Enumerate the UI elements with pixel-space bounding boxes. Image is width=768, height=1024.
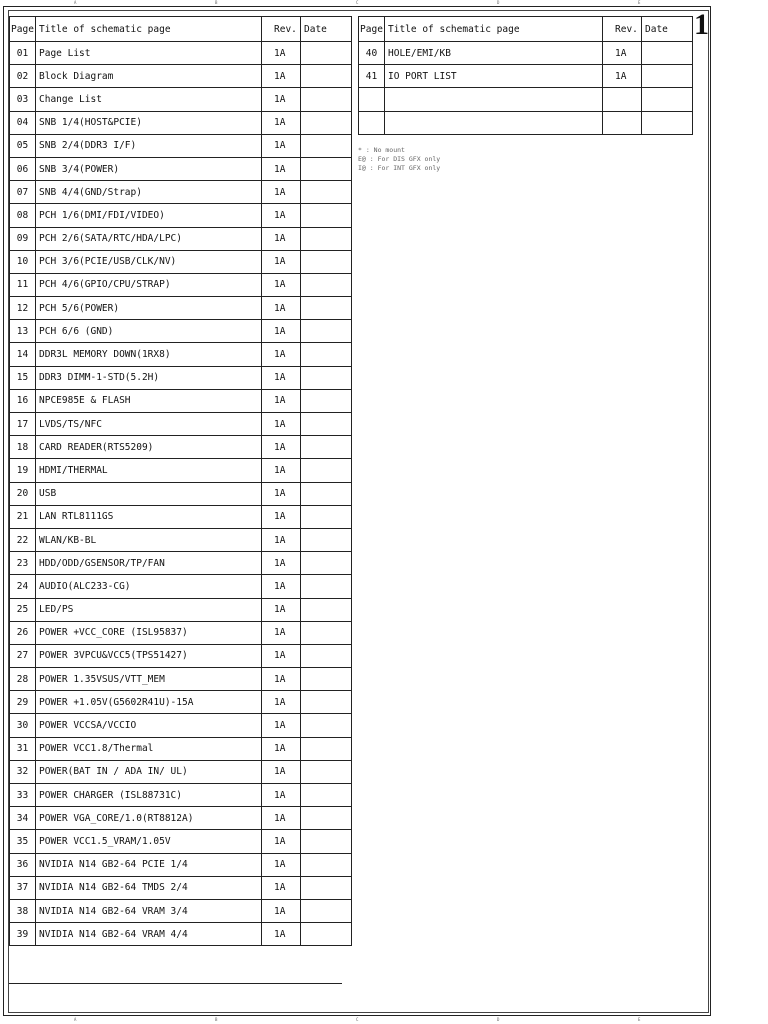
row-title: PCH 1/6(DMI/FDI/VIDEO)	[36, 204, 262, 227]
table-row	[10, 366, 352, 389]
row-page-number: 34	[10, 807, 36, 830]
row-title: POWER VCC1.8/Thermal	[36, 737, 262, 760]
table-row	[10, 250, 352, 273]
table-row	[10, 830, 352, 853]
row-page-number: 19	[10, 459, 36, 482]
row-page-number: 12	[10, 297, 36, 320]
row-revision: 1A	[262, 853, 301, 876]
row-title: DDR3L MEMORY DOWN(1RX8)	[36, 343, 262, 366]
table-row	[10, 389, 352, 412]
zone-letter-bottom: E	[638, 1017, 641, 1022]
table-row	[10, 482, 352, 505]
row-page-number: 28	[10, 668, 36, 691]
table-row	[10, 528, 352, 551]
row-revision: 1A	[262, 250, 301, 273]
row-date	[301, 923, 352, 946]
row-date	[301, 459, 352, 482]
row-page-number: 03	[10, 88, 36, 111]
row-date	[301, 42, 352, 65]
zone-letter-bottom: B	[215, 1017, 218, 1022]
row-date	[301, 65, 352, 88]
row-revision: 1A	[262, 691, 301, 714]
legend-notes	[358, 146, 440, 173]
row-date	[301, 691, 352, 714]
row-page-number: 02	[10, 65, 36, 88]
row-revision: 1A	[262, 366, 301, 389]
row-page-number: 35	[10, 830, 36, 853]
row-revision: 1A	[262, 668, 301, 691]
row-date	[301, 528, 352, 551]
row-page-number: 15	[10, 366, 36, 389]
row-date	[301, 88, 352, 111]
row-title: LED/PS	[36, 598, 262, 621]
row-date	[301, 668, 352, 691]
row-revision: 1A	[262, 575, 301, 598]
row-date	[301, 111, 352, 134]
row-revision: 1A	[262, 807, 301, 830]
table-row	[10, 204, 352, 227]
row-page-number: 21	[10, 505, 36, 528]
row-date	[301, 853, 352, 876]
row-revision: 1A	[262, 459, 301, 482]
row-date	[301, 644, 352, 667]
row-title: SNB 2/4(DDR3 I/F)	[36, 134, 262, 157]
row-page-number: 30	[10, 714, 36, 737]
row-date	[301, 389, 352, 412]
table-row	[359, 65, 693, 88]
table-row	[10, 807, 352, 830]
table-row	[10, 598, 352, 621]
row-page-number: 14	[10, 343, 36, 366]
row-page-number: 07	[10, 181, 36, 204]
table-row	[10, 575, 352, 598]
header-date: Date	[642, 17, 693, 42]
row-date	[301, 343, 352, 366]
table-row	[10, 621, 352, 644]
row-revision	[603, 111, 642, 134]
row-title: POWER +1.05V(G5602R41U)-15A	[36, 691, 262, 714]
row-date	[642, 111, 693, 134]
row-title	[385, 88, 603, 111]
row-revision: 1A	[262, 552, 301, 575]
row-revision: 1A	[262, 830, 301, 853]
row-page-number: 17	[10, 413, 36, 436]
row-title: NPCE985E & FLASH	[36, 389, 262, 412]
row-title: POWER 1.35VSUS/VTT_MEM	[36, 668, 262, 691]
row-revision: 1A	[262, 134, 301, 157]
row-page-number: 09	[10, 227, 36, 250]
row-page-number: 13	[10, 320, 36, 343]
row-title: Page List	[36, 42, 262, 65]
table-row	[10, 413, 352, 436]
row-date	[301, 436, 352, 459]
sheet-number: 1	[694, 8, 709, 41]
row-page-number: 32	[10, 760, 36, 783]
row-title: LVDS/TS/NFC	[36, 413, 262, 436]
row-date	[301, 575, 352, 598]
row-revision: 1A	[262, 227, 301, 250]
row-revision: 1A	[262, 111, 301, 134]
row-title: POWER VCCSA/VCCIO	[36, 714, 262, 737]
row-title: LAN RTL8111GS	[36, 505, 262, 528]
row-page-number	[359, 88, 385, 111]
row-revision: 1A	[262, 389, 301, 412]
note-int-gfx: I@ : For INT GFX only	[358, 164, 441, 172]
row-date	[642, 42, 693, 65]
zone-letter-top: A	[74, 0, 77, 5]
zone-letter-top: B	[215, 0, 218, 5]
row-title: PCH 2/6(SATA/RTC/HDA/LPC)	[36, 227, 262, 250]
table-row	[10, 923, 352, 946]
row-date	[301, 760, 352, 783]
row-date	[301, 784, 352, 807]
header-page: Page	[359, 17, 385, 42]
row-title: PCH 6/6 (GND)	[36, 320, 262, 343]
row-revision: 1A	[262, 181, 301, 204]
row-revision: 1A	[262, 42, 301, 65]
zone-letter-bottom: A	[74, 1017, 77, 1022]
row-date	[301, 297, 352, 320]
header-title: Title of schematic page	[385, 17, 603, 42]
table-row	[10, 505, 352, 528]
row-revision: 1A	[262, 65, 301, 88]
row-date	[301, 320, 352, 343]
row-title: DDR3 DIMM-1-STD(5.2H)	[36, 366, 262, 389]
row-title: PCH 4/6(GPIO/CPU/STRAP)	[36, 273, 262, 296]
row-revision: 1A	[262, 899, 301, 922]
row-page-number: 40	[359, 42, 385, 65]
table-bottom-rule	[9, 983, 342, 984]
row-date	[301, 714, 352, 737]
row-title: Block Diagram	[36, 65, 262, 88]
row-date	[301, 413, 352, 436]
row-title: NVIDIA N14 GB2-64 VRAM 3/4	[36, 899, 262, 922]
row-title: HOLE/EMI/KB	[385, 42, 603, 65]
row-page-number: 27	[10, 644, 36, 667]
row-page-number: 11	[10, 273, 36, 296]
table-row	[10, 181, 352, 204]
row-revision: 1A	[262, 621, 301, 644]
table-row	[10, 668, 352, 691]
row-page-number: 37	[10, 876, 36, 899]
row-page-number: 36	[10, 853, 36, 876]
row-date	[301, 181, 352, 204]
row-date	[301, 366, 352, 389]
table-row	[10, 134, 352, 157]
row-page-number: 29	[10, 691, 36, 714]
row-date	[301, 899, 352, 922]
zone-letter-top: D	[497, 0, 500, 5]
row-revision	[603, 88, 642, 111]
row-revision: 1A	[262, 320, 301, 343]
row-page-number: 05	[10, 134, 36, 157]
table-row	[10, 320, 352, 343]
row-revision: 1A	[262, 505, 301, 528]
row-page-number: 06	[10, 157, 36, 180]
row-date	[301, 598, 352, 621]
row-title: SNB 4/4(GND/Strap)	[36, 181, 262, 204]
row-date	[642, 88, 693, 111]
row-title: PCH 3/6(PCIE/USB/CLK/NV)	[36, 250, 262, 273]
row-title: POWER(BAT IN / ADA IN/ UL)	[36, 760, 262, 783]
row-revision: 1A	[262, 923, 301, 946]
table-row	[10, 88, 352, 111]
row-revision: 1A	[262, 482, 301, 505]
header-title: Title of schematic page	[36, 17, 262, 42]
table-row	[10, 343, 352, 366]
row-revision: 1A	[262, 644, 301, 667]
table-row	[10, 899, 352, 922]
row-revision: 1A	[262, 737, 301, 760]
row-title: POWER VGA_CORE/1.0(RT8812A)	[36, 807, 262, 830]
row-date	[301, 204, 352, 227]
row-revision: 1A	[603, 65, 642, 88]
row-revision: 1A	[262, 436, 301, 459]
header-page: Page	[10, 17, 36, 42]
row-title: IO PORT LIST	[385, 65, 603, 88]
row-page-number: 16	[10, 389, 36, 412]
row-page-number: 38	[10, 899, 36, 922]
row-title: POWER +VCC_CORE (ISL95837)	[36, 621, 262, 644]
row-revision: 1A	[262, 343, 301, 366]
table-row	[359, 42, 693, 65]
row-title: HDD/ODD/GSENSOR/TP/FAN	[36, 552, 262, 575]
row-page-number: 24	[10, 575, 36, 598]
row-revision: 1A	[262, 784, 301, 807]
row-date	[301, 482, 352, 505]
row-page-number: 22	[10, 528, 36, 551]
row-page-number: 25	[10, 598, 36, 621]
table-row	[10, 436, 352, 459]
row-date	[301, 830, 352, 853]
row-title: SNB 3/4(POWER)	[36, 157, 262, 180]
row-date	[301, 250, 352, 273]
row-title: AUDIO(ALC233-CG)	[36, 575, 262, 598]
zone-letter-bottom: C	[356, 1017, 359, 1022]
row-date	[301, 621, 352, 644]
table-row	[359, 88, 693, 111]
table-body-right	[359, 42, 693, 135]
schematic-index-table-right	[358, 16, 693, 135]
table-row	[10, 111, 352, 134]
table-header-row	[359, 17, 693, 42]
table-row	[10, 157, 352, 180]
table-row	[10, 65, 352, 88]
row-page-number: 41	[359, 65, 385, 88]
table-body-left	[10, 42, 352, 946]
row-title: USB	[36, 482, 262, 505]
row-revision: 1A	[262, 273, 301, 296]
row-revision: 1A	[262, 598, 301, 621]
table-row	[10, 42, 352, 65]
row-page-number: 18	[10, 436, 36, 459]
header-date: Date	[301, 17, 352, 42]
zone-letter-bottom: D	[497, 1017, 500, 1022]
row-page-number: 39	[10, 923, 36, 946]
table-row	[10, 784, 352, 807]
row-date	[301, 552, 352, 575]
table-row	[10, 273, 352, 296]
table-header-row	[10, 17, 352, 42]
row-page-number: 01	[10, 42, 36, 65]
row-title: POWER 3VPCU&VCC5(TPS51427)	[36, 644, 262, 667]
row-revision: 1A	[262, 528, 301, 551]
row-title: CARD READER(RTS5209)	[36, 436, 262, 459]
row-date	[301, 807, 352, 830]
row-page-number	[359, 111, 385, 134]
row-revision: 1A	[262, 714, 301, 737]
row-page-number: 04	[10, 111, 36, 134]
row-page-number: 10	[10, 250, 36, 273]
note-no-mount: * : No mount	[358, 146, 405, 154]
row-title: NVIDIA N14 GB2-64 PCIE 1/4	[36, 853, 262, 876]
row-date	[301, 227, 352, 250]
row-title: POWER CHARGER (ISL88731C)	[36, 784, 262, 807]
row-date	[301, 737, 352, 760]
row-title: PCH 5/6(POWER)	[36, 297, 262, 320]
row-title	[385, 111, 603, 134]
row-date	[301, 134, 352, 157]
row-date	[301, 273, 352, 296]
table-row	[10, 644, 352, 667]
table-row	[359, 111, 693, 134]
row-revision: 1A	[262, 157, 301, 180]
row-date	[301, 876, 352, 899]
row-revision: 1A	[262, 204, 301, 227]
header-rev: Rev.	[603, 17, 642, 42]
row-revision: 1A	[262, 876, 301, 899]
row-page-number: 08	[10, 204, 36, 227]
table-row	[10, 737, 352, 760]
row-title: HDMI/THERMAL	[36, 459, 262, 482]
row-title: NVIDIA N14 GB2-64 TMDS 2/4	[36, 876, 262, 899]
table-row	[10, 714, 352, 737]
table-row	[10, 876, 352, 899]
row-title: NVIDIA N14 GB2-64 VRAM 4/4	[36, 923, 262, 946]
schematic-index-table-left	[9, 16, 352, 946]
row-page-number: 31	[10, 737, 36, 760]
row-page-number: 26	[10, 621, 36, 644]
row-page-number: 23	[10, 552, 36, 575]
header-rev: Rev.	[262, 17, 301, 42]
zone-letter-top: E	[638, 0, 641, 5]
row-title: WLAN/KB-BL	[36, 528, 262, 551]
row-page-number: 33	[10, 784, 36, 807]
row-title: Change List	[36, 88, 262, 111]
table-row	[10, 691, 352, 714]
table-row	[10, 227, 352, 250]
table-row	[10, 552, 352, 575]
row-date	[301, 505, 352, 528]
row-revision: 1A	[603, 42, 642, 65]
row-date	[301, 157, 352, 180]
zone-letter-top: C	[356, 0, 359, 5]
table-row	[10, 760, 352, 783]
table-row	[10, 297, 352, 320]
table-row	[10, 853, 352, 876]
note-dis-gfx: E@ : For DIS GFX only	[358, 155, 441, 163]
row-revision: 1A	[262, 88, 301, 111]
row-revision: 1A	[262, 297, 301, 320]
table-row	[10, 459, 352, 482]
row-page-number: 20	[10, 482, 36, 505]
row-title: POWER VCC1.5_VRAM/1.05V	[36, 830, 262, 853]
row-title: SNB 1/4(HOST&PCIE)	[36, 111, 262, 134]
row-revision: 1A	[262, 760, 301, 783]
row-date	[642, 65, 693, 88]
row-revision: 1A	[262, 413, 301, 436]
